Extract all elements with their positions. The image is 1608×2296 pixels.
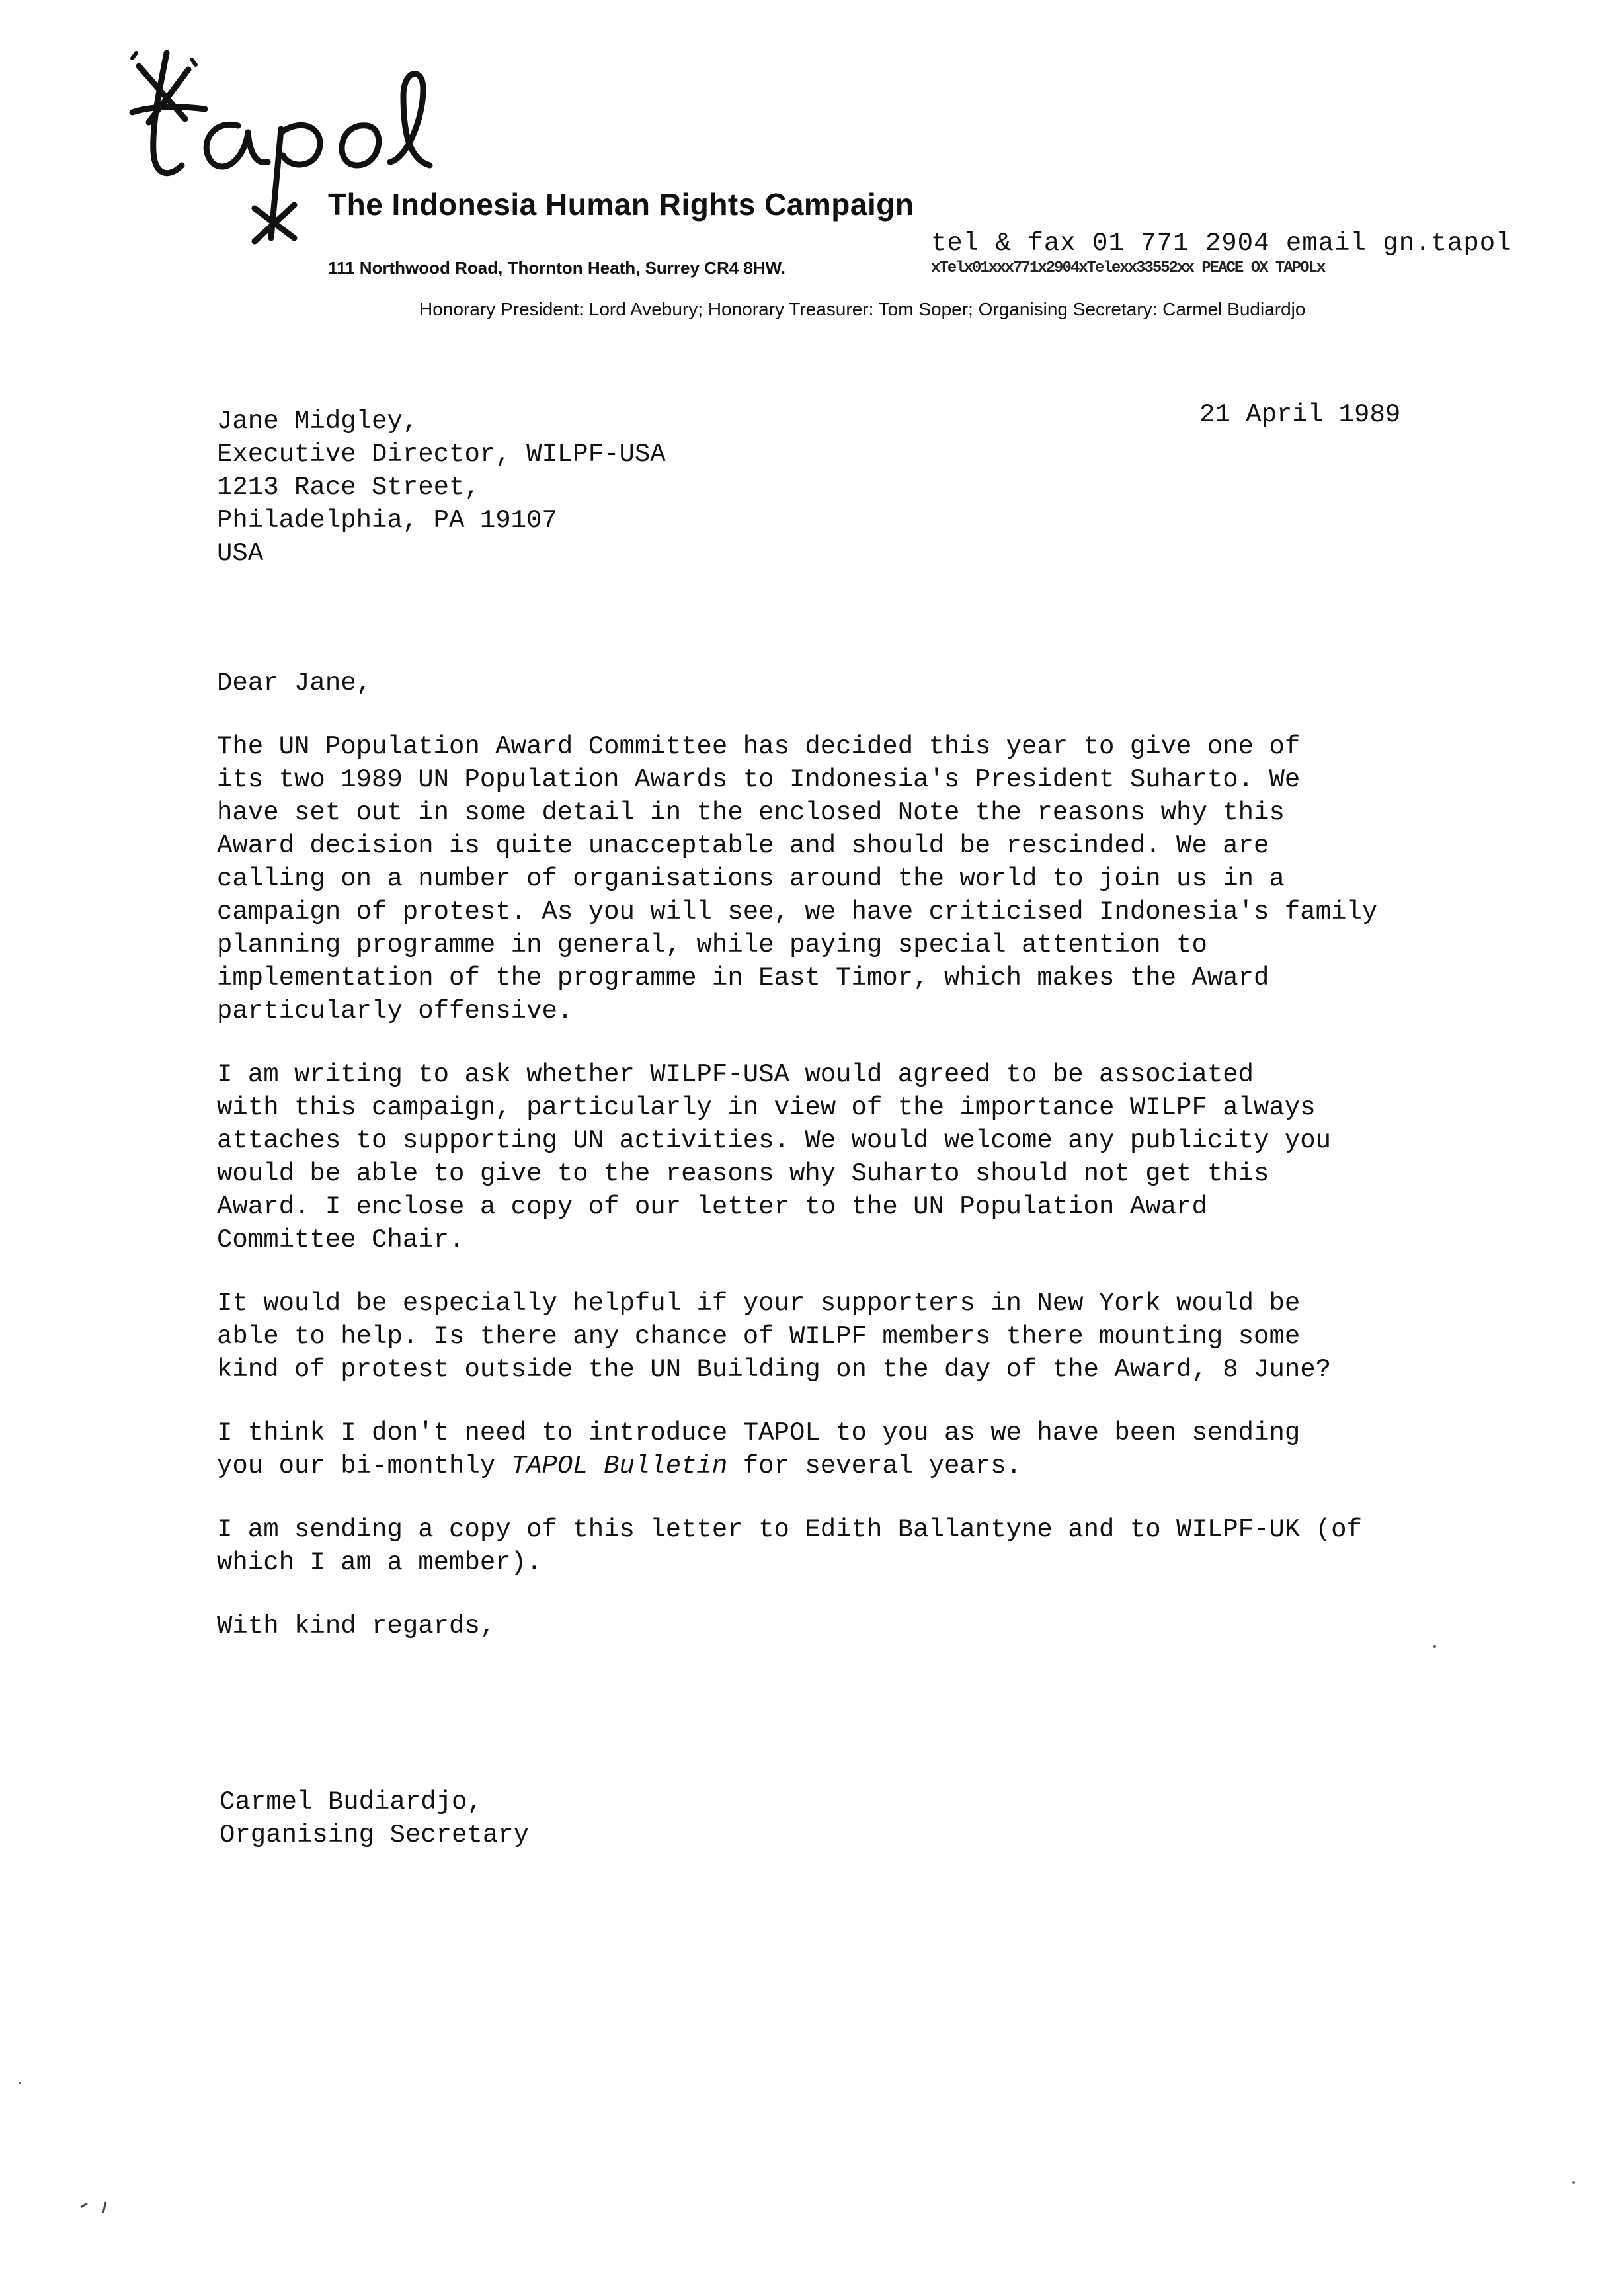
paragraph-request-association: I am writing to ask whether WILPF-USA would agreed to be associated with this campaign, particularly in view of the importance WILPF always attaches to supporting UN activities. We would welcome any publicity you would be able to give to the reasons why Suharto should not get this Award. I enclose a copy of our letter to the UN Population Award Committee Chair. <box>217 1060 1332 1254</box>
struck-out-contact-details: xTelx01xxx771x2904xTelexx33552xx PEACE OX TAPOLx <box>931 259 1325 277</box>
paragraph-new-york-protest: It would be especially helpful if your supporters in New York would be able to help. Is there any chance of WILPF members there mounting some kind of protest outside the UN Building on the day of the Award, 8 June? <box>217 1289 1332 1384</box>
paragraph-copy-recipients: I am sending a copy of this letter to Edith Ballantyne and to WILPF-UK (of which I am a member). <box>217 1515 1362 1577</box>
overtyped-contact-details: tel & fax 01 771 2904 email gn.tapol <box>931 229 1512 258</box>
recipient-address-block <box>217 405 666 570</box>
paragraph-tapol-bulletin <box>217 1416 1407 1483</box>
paragraph-tapol-bulletin-start: I think I don't need to introduce TAPOL to you as we have been sending you our bi-monthly <box>217 1418 1301 1481</box>
recipient-title: Executive Director, WILPF-USA <box>217 440 666 469</box>
tapol-bulletin-title: TAPOL Bulletin <box>510 1452 728 1481</box>
letter-body <box>217 730 1407 1673</box>
signature-block <box>220 1785 529 1852</box>
paragraph-tapol-bulletin-end: for several years. <box>727 1452 1022 1481</box>
recipient-name: Jane Midgley, <box>217 407 419 436</box>
letter-date: 21 April 1989 <box>1199 400 1401 429</box>
paragraph-award-decision: The UN Population Award Committee has decided this year to give one of its two 1989 UN Population Awards to Indonesia's President Suharto. We have set out in some detail in the enclosed Note the reasons why this Award decision is quite unacceptable and should be rescinded. We are calling on a number of organisations around the world to join us in a campaign of protest. As you will see, we have criticised Indonesia's family planning programme in general, while paying special attention to implementation of the programme in East Timor, which makes the Award particularly offensive. <box>217 732 1378 1026</box>
organization-name: The Indonesia Human Rights Campaign <box>328 187 914 222</box>
recipient-street: 1213 Race Street, <box>217 473 480 502</box>
signatory-name: Carmel Budiardjo, <box>220 1787 483 1817</box>
closing: With kind regards, <box>217 1612 496 1641</box>
signatory-title: Organising Secretary <box>220 1821 530 1850</box>
organization-officers: Honorary President: Lord Avebury; Honorary Treasurer: Tom Soper; Organising Secretary: Carmel Budiardjo <box>419 299 1306 319</box>
salutation: Dear Jane, <box>217 669 372 698</box>
organization-address: 111 Northwood Road, Thornton Heath, Surrey CR4 8HW. <box>328 258 785 278</box>
recipient-city: Philadelphia, PA 19107 <box>217 506 557 535</box>
recipient-country: USA <box>217 539 264 568</box>
